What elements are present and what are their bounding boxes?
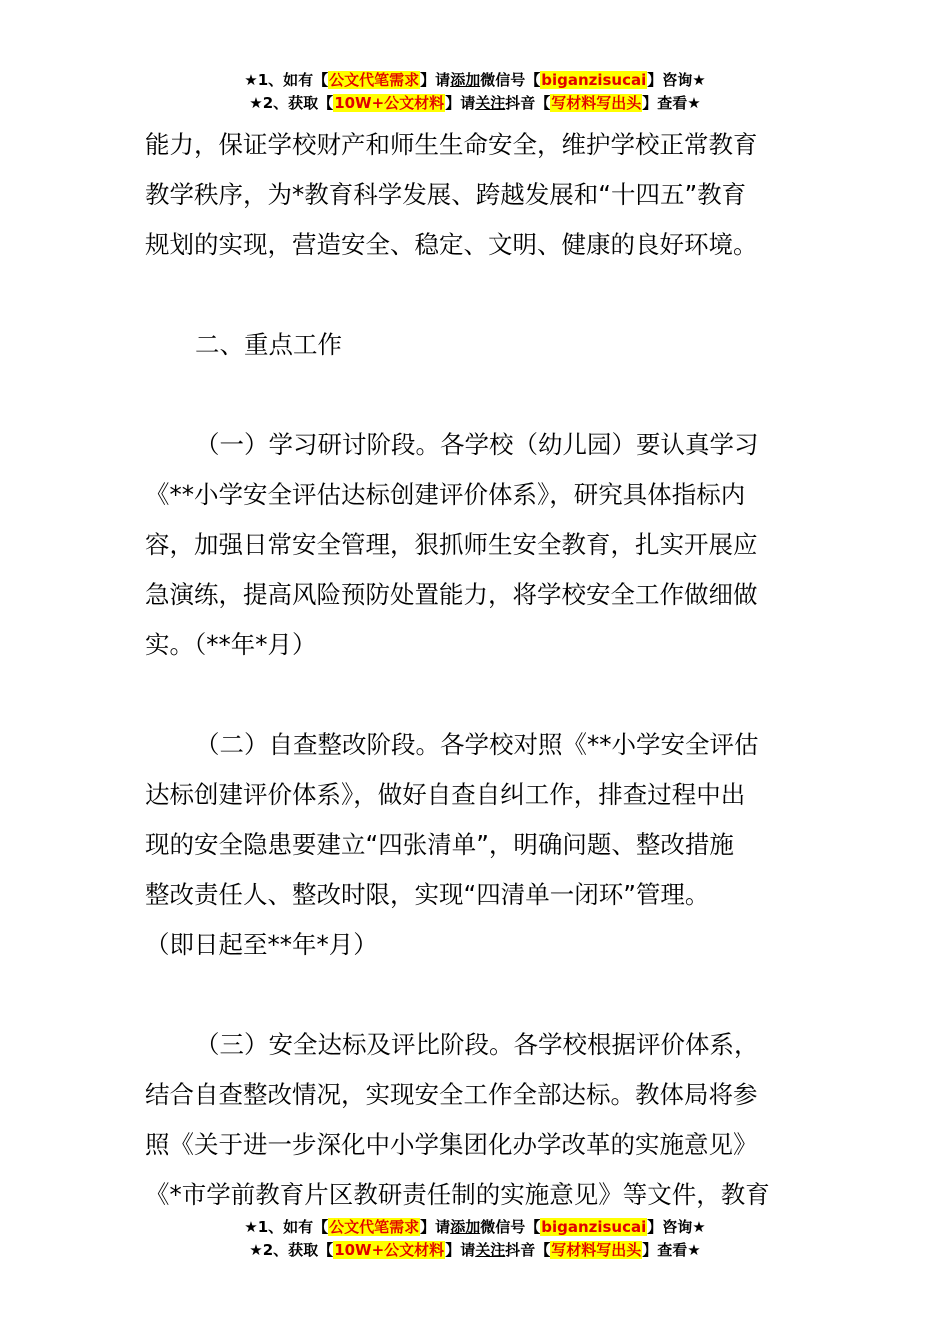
- header-banner: [0, 69, 950, 115]
- banner-highlight: biganzisucai: [541, 1218, 647, 1236]
- banner-text: 】查看★: [642, 94, 701, 112]
- banner-underlined: 添加: [450, 1218, 481, 1236]
- text-line: 《*市学前教育片区教研责任制的实施意见》等文件，教育: [145, 1180, 770, 1209]
- banner-text: ★1、如有【: [244, 1218, 329, 1236]
- banner-underlined: 关注: [475, 1241, 506, 1259]
- text-line: （三）安全达标及评比阶段。各学校根据评价体系，: [195, 1030, 759, 1059]
- footer-banner: [0, 1216, 950, 1262]
- text-line: 急演练，提高风险预防处置能力，将学校安全工作做细做: [145, 580, 758, 609]
- text-line: 规划的实现，营造安全、稳定、文明、健康的良好环境。: [145, 230, 758, 259]
- banner-line-2: [0, 92, 950, 115]
- banner-text: ★1、如有【: [244, 71, 329, 89]
- banner-highlight: 公文代笔需求: [329, 1218, 420, 1236]
- banner-text: 】咨询★: [647, 1218, 706, 1236]
- banner-text: 抖音【: [505, 94, 551, 112]
- text-line: 教学秩序，为*教育科学发展、跨越发展和“十四五”教育: [145, 180, 747, 209]
- text-line: （即日起至**年*月）: [145, 930, 378, 959]
- text-line: （一）学习研讨阶段。各学校（幼儿园）要认真学习: [195, 430, 759, 459]
- banner-text: 】请: [420, 71, 451, 89]
- section-heading: 二、重点工作: [195, 330, 342, 359]
- text-line: （二）自查整改阶段。各学校对照《**小学安全评估: [195, 730, 759, 759]
- text-line: 达标创建评价体系》，做好自查自纠工作，排查过程中出: [145, 780, 746, 809]
- paragraph-stage-3: [145, 1020, 810, 1220]
- paragraph-stage-2: [145, 720, 810, 970]
- banner-text: 】咨询★: [647, 71, 706, 89]
- text-line: 容，加强日常安全管理，狠抓师生安全教育，扎实开展应: [145, 530, 758, 559]
- banner-text: 】查看★: [642, 1241, 701, 1259]
- text-line: 结合自查整改情况，实现安全工作全部达标。教体局将参: [145, 1080, 758, 1109]
- banner-line-1: [0, 69, 950, 92]
- banner-line-1: [0, 1216, 950, 1239]
- paragraph-stage-1: [145, 420, 810, 670]
- banner-underlined: 关注: [475, 94, 506, 112]
- text-line: 现的安全隐患要建立“四张清单”，明确问题、整改措施: [145, 830, 734, 859]
- banner-line-2: [0, 1239, 950, 1262]
- text-line: 实。（**年*月）: [145, 630, 317, 659]
- banner-highlight: 写材料写出头: [551, 94, 642, 112]
- text-line: 整改责任人、整改时限，实现“四清单一闭环”管理。: [145, 880, 710, 909]
- banner-highlight: biganzisucai: [541, 71, 647, 89]
- text-line: 照《关于进一步深化中小学集团化办学改革的实施意见》: [145, 1130, 758, 1159]
- text-line: 《**小学安全评估达标创建评价体系》，研究具体指标内: [145, 480, 746, 509]
- banner-text: 】请: [420, 1218, 451, 1236]
- banner-highlight: 写材料写出头: [551, 1241, 642, 1259]
- banner-text: ★2、获取【: [249, 1241, 334, 1259]
- banner-underlined: 添加: [450, 71, 481, 89]
- banner-text: 微信号【: [480, 1218, 541, 1236]
- paragraph-intro-continued: [145, 120, 810, 270]
- document-body: [145, 120, 810, 1220]
- banner-text: 】请: [445, 1241, 476, 1259]
- banner-highlight: 公文代笔需求: [329, 71, 420, 89]
- banner-highlight: 10W+公文材料: [334, 94, 445, 112]
- banner-text: ★2、获取【: [249, 94, 334, 112]
- banner-highlight: 10W+公文材料: [334, 1241, 445, 1259]
- text-line: 能力，保证学校财产和师生生命安全，维护学校正常教育: [145, 130, 758, 159]
- banner-text: 微信号【: [480, 71, 541, 89]
- banner-text: 】请: [445, 94, 476, 112]
- banner-text: 抖音【: [505, 1241, 551, 1259]
